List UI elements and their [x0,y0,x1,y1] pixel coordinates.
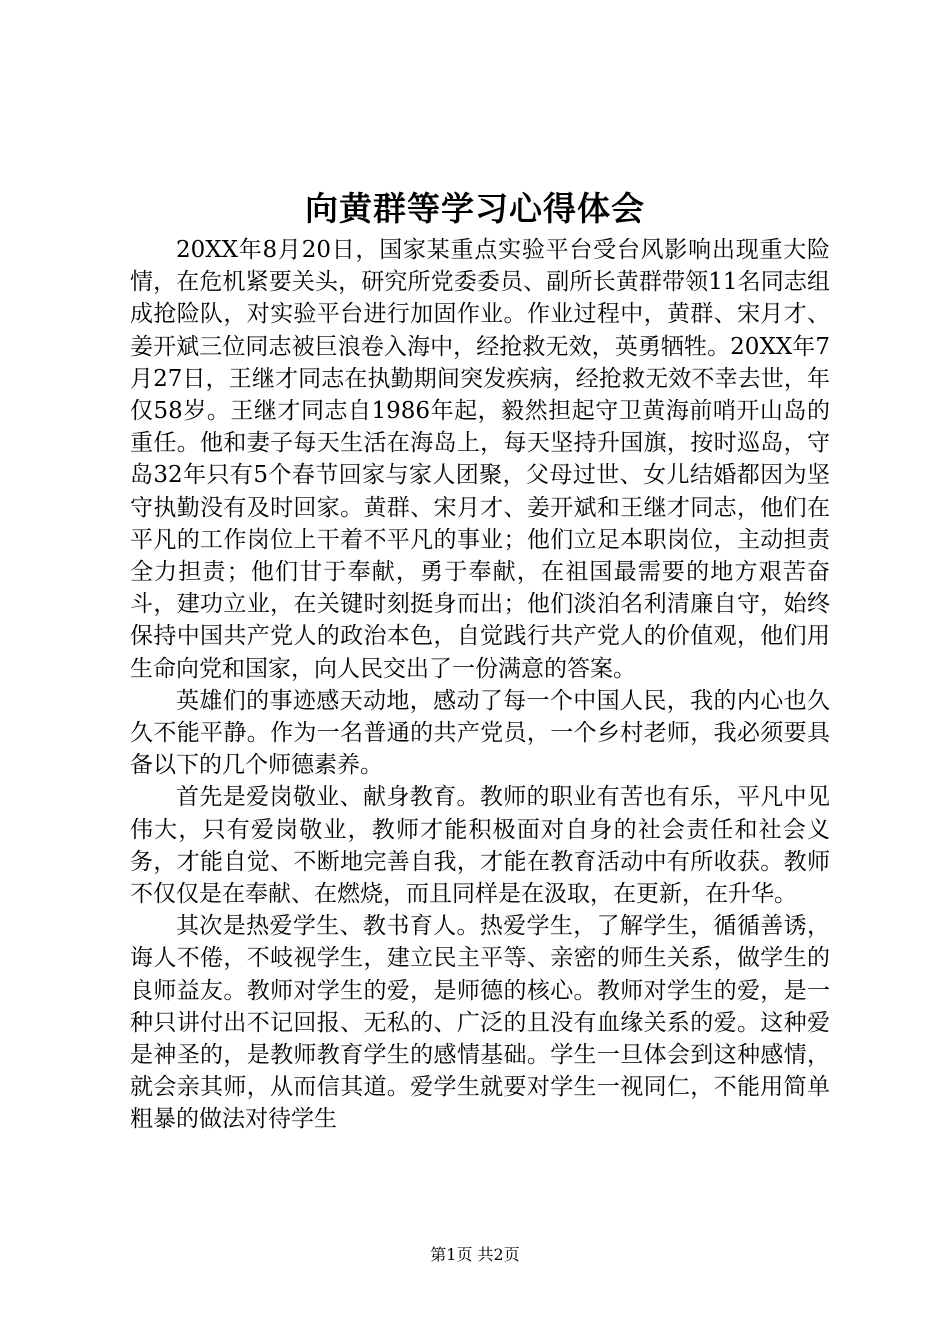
paragraph-1: 20XX年8月20日，国家某重点实验平台受台风影响出现重大险情，在危机紧要关头，研究所党委委员、副所长黄群带领11名同志组成抢险队，对实验平台进行加固作业。作业过程中，黄群、宋月才、姜开斌三位同志被巨浪卷入海中，经抢救无效，英勇牺牲。20XX年7月27日，王继才同志在执勤期间突发疾病，经抢救无效不幸去世，年仅58岁。王继才同志自1986年起，毅然担起守卫黄海前哨开山岛的重任。他和妻子每天生活在海岛上，每天坚持升国旗，按时巡岛，守岛32年只有5个春节回家与家人团聚，父母过世、女儿结婚都因为坚守执勤没有及时回家。黄群、宋月才、姜开斌和王继才同志，他们在平凡的工作岗位上干着不平凡的事业；他们立足本职岗位，主动担责全力担责；他们甘于奉献，勇于奉献，在祖国最需要的地方艰苦奋斗，建功立业，在关键时刻挺身而出；他们淡泊名利清廉自守，始终保持中国共产党人的政治本色，自觉践行共产党人的价值观，他们用生命向党和国家，向人民交出了一份满意的答案。 [130,237,830,682]
paragraph-3: 首先是爱岗敬业、献身教育。教师的职业有苦也有乐，平凡中见伟大，只有爱岗敬业，教师才能积极面对自身的社会责任和社会义务，才能自觉、不断地完善自我，才能在教育活动中有所收获。教师不仅仅是在奉献、在燃烧，而且同样是在汲取，在更新，在升华。 [130,784,830,908]
document-title: 向黄群等学习心得体会 [305,189,645,228]
document-body [130,234,830,1136]
page-footer: 第1页 共2页 [430,1245,520,1264]
paragraph-2: 英雄们的事迹感天动地，感动了每一个中国人民，我的内心也久久不能平静。作为一名普通的共产党员，一个乡村老师，我必须要具备以下的几个师德素养。 [130,687,830,779]
paragraph-4: 其次是热爱学生、教书育人。热爱学生，了解学生，循循善诱，诲人不倦，不岐视学生，建立民主平等、亲密的师生关系，做学生的良师益友。教师对学生的爱，是师德的核心。教师对学生的爱，是一种只讲付出不记回报、无私的、广泛的且没有血缘关系的爱。这种爱是神圣的，是教师教育学生的感情基础。学生一旦体会到这种感情，就会亲其师，从而信其道。爱学生就要对学生一视同仁，不能用简单粗暴的做法对待学生 [130,913,830,1133]
